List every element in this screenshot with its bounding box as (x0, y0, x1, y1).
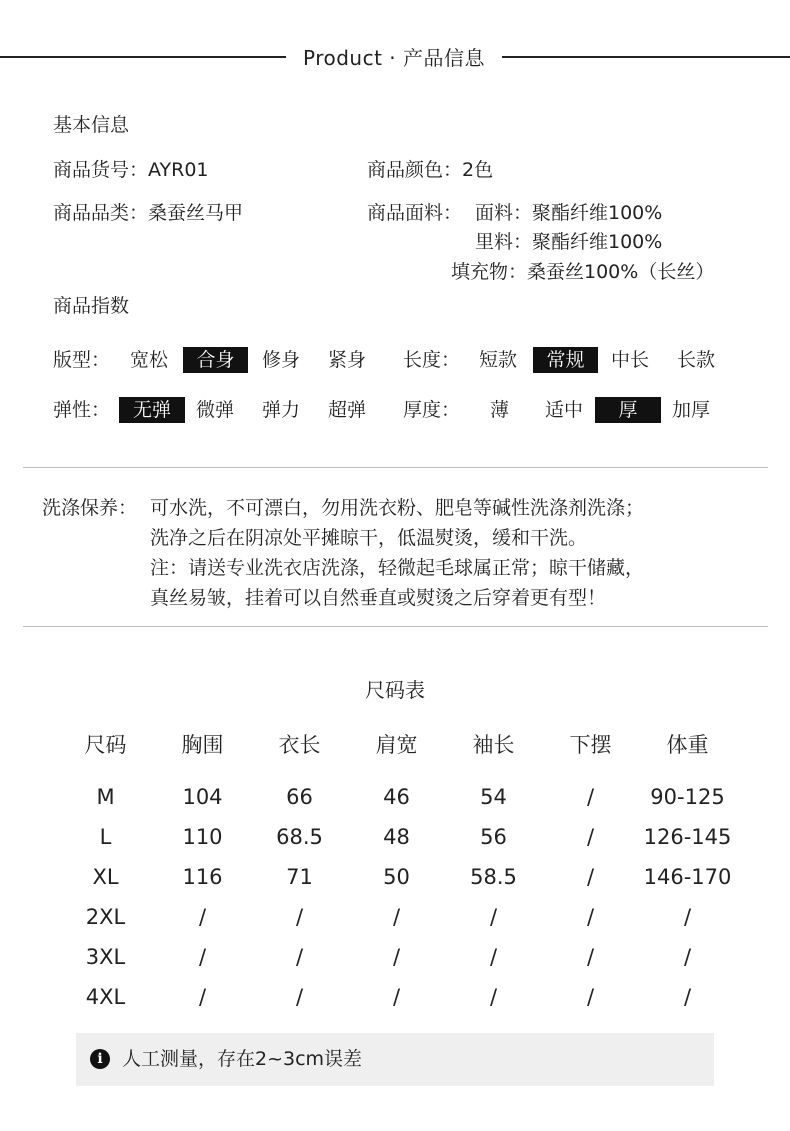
cell-hem: / (586, 985, 595, 1009)
elasticity-option-super: 超弹 (328, 399, 367, 421)
fabric-label: 商品面料： (367, 202, 463, 224)
care-line-2: 洗净之后在阴凉处平摊晾干，低温熨烫，缓和干洗。 (150, 527, 588, 549)
divider-bottom (23, 626, 768, 627)
cell-length: 71 (286, 865, 313, 889)
cell-length: / (295, 985, 304, 1009)
cell-sleeve: / (489, 945, 498, 969)
header-rule-left (0, 56, 286, 58)
elasticity-label: 弹性： (53, 399, 111, 421)
length-option-mid: 中长 (611, 349, 650, 371)
fabric-outer: 面料：聚酯纤维100% (475, 202, 663, 224)
cell-weight: / (683, 985, 692, 1009)
cell-shoulder: / (392, 905, 401, 929)
cell-chest: 116 (182, 865, 223, 889)
cell-hem: / (586, 865, 595, 889)
cell-chest: / (198, 985, 207, 1009)
cell-hem: / (586, 905, 595, 929)
header-rule-right (502, 56, 790, 58)
page-title: Product · 产品信息 (302, 46, 485, 70)
cell-chest: 104 (182, 785, 223, 809)
cell-weight: 90-125 (650, 785, 725, 809)
item-color: 商品颜色：2色 (367, 159, 494, 181)
product-index-title: 商品指数 (53, 295, 130, 317)
cell-shoulder: 46 (383, 785, 410, 809)
cell-sleeve: / (489, 985, 498, 1009)
fit-option-tight: 紧身 (328, 349, 367, 371)
note-text: 人工测量，存在2~3cm误差 (122, 1048, 363, 1070)
fit-option-loose: 宽松 (130, 349, 169, 371)
cell-hem: / (586, 785, 595, 809)
thickness-option-medium: 适中 (545, 399, 584, 421)
cell-shoulder: 48 (383, 825, 410, 849)
cell-hem: / (586, 825, 595, 849)
fit-option-regular: 合身 (183, 347, 248, 373)
cell-sleeve: 58.5 (470, 865, 517, 889)
fabric-filling: 填充物：桑蚕丝100%（长丝） (451, 261, 715, 283)
cell-size: 4XL (85, 985, 126, 1009)
fit-label: 版型： (53, 349, 111, 371)
header-chest: 胸围 (181, 733, 224, 757)
length-option-long: 长款 (677, 349, 716, 371)
cell-weight: / (683, 945, 692, 969)
care-line-4: 真丝易皱，挂着可以自然垂直或熨烫之后穿着更有型！ (150, 587, 607, 609)
cell-shoulder: / (392, 985, 401, 1009)
item-category: 商品品类：桑蚕丝马甲 (53, 202, 244, 224)
cell-length: 66 (286, 785, 313, 809)
header-hem: 下摆 (569, 733, 612, 757)
cell-length: / (295, 905, 304, 929)
care-line-3: 注：请送专业洗衣店洗涤，轻微起毛球属正常；晾干储藏， (150, 557, 645, 579)
cell-size: XL (92, 865, 119, 889)
basic-info-title: 基本信息 (53, 114, 130, 136)
length-option-regular: 常规 (533, 347, 598, 373)
fit-option-slim: 修身 (262, 349, 301, 371)
elasticity-option-none: 无弹 (119, 397, 185, 423)
fabric-lining: 里料：聚酯纤维100% (475, 231, 663, 253)
cell-weight: 126-145 (643, 825, 732, 849)
cell-hem: / (586, 945, 595, 969)
elasticity-option-slight: 微弹 (196, 399, 235, 421)
cell-size: 2XL (85, 905, 126, 929)
cell-size: L (99, 825, 112, 849)
header-shoulder: 肩宽 (375, 733, 418, 757)
cell-size: 3XL (85, 945, 126, 969)
header-weight: 体重 (666, 733, 709, 757)
cell-sleeve: 54 (480, 785, 507, 809)
header-sleeve: 袖长 (472, 733, 515, 757)
info-icon: i (90, 1049, 110, 1069)
cell-sleeve: / (489, 905, 498, 929)
cell-sleeve: 56 (480, 825, 507, 849)
care-label: 洗涤保养： (42, 497, 138, 519)
cell-shoulder: / (392, 945, 401, 969)
cell-chest: / (198, 905, 207, 929)
thickness-option-thin: 薄 (490, 399, 510, 421)
cell-weight: / (683, 905, 692, 929)
cell-length: 68.5 (276, 825, 323, 849)
size-chart-title: 尺码表 (365, 678, 425, 702)
length-label: 长度： (403, 349, 461, 371)
cell-shoulder: 50 (383, 865, 410, 889)
cell-length: / (295, 945, 304, 969)
header-size: 尺码 (84, 733, 127, 757)
cell-size: M (96, 785, 115, 809)
header-length: 衣长 (278, 733, 321, 757)
cell-chest: / (198, 945, 207, 969)
measurement-note (76, 1033, 714, 1086)
thickness-option-extra-thick: 加厚 (672, 399, 711, 421)
cell-weight: 146-170 (643, 865, 732, 889)
cell-chest: 110 (182, 825, 223, 849)
care-line-1: 可水洗，不可漂白，勿用洗衣粉、肥皂等碱性洗涤剂洗涤； (150, 497, 645, 519)
elasticity-option-stretch: 弹力 (262, 399, 301, 421)
length-option-short: 短款 (479, 349, 518, 371)
divider-top (23, 467, 768, 468)
thickness-option-thick: 厚 (595, 397, 661, 423)
thickness-label: 厚度： (403, 399, 461, 421)
item-number: 商品货号：AYR01 (53, 159, 209, 181)
